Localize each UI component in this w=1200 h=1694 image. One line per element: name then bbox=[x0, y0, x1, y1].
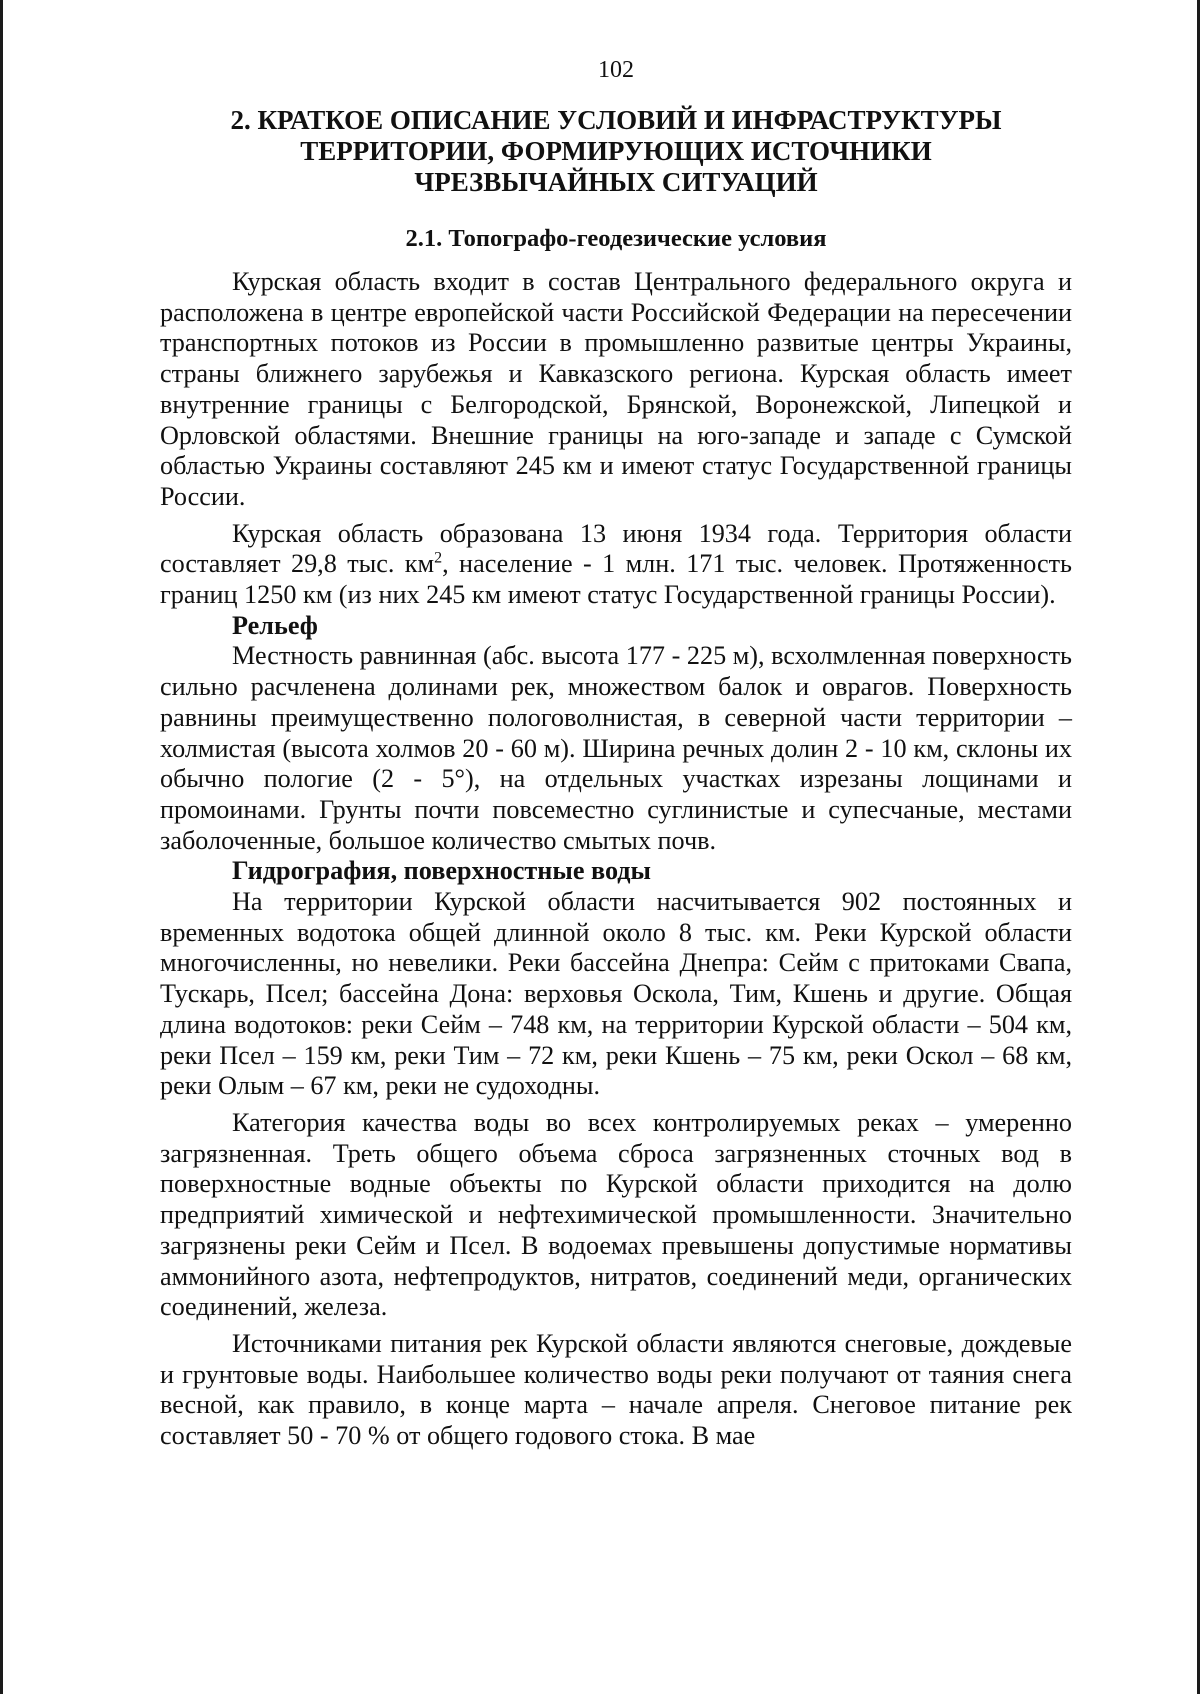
paragraph-rivers: На территории Курской области насчитывается 902 постоянных и временных водотока общей длинной около 8 тыс. км. Реки Курской области многочисленны, но невелики. Реки бассейна Днепра: Сейм с притоками Свапа, Тускарь, Псел; бассейна Дона: верховья Оскола, Тим, Кшень и другие. Общая длина водотоков: реки Сейм – 748 км, на территории Курской области – 504 км, реки Псел – 159 км, реки Тим – 72 км, реки Кшень – 75 км, реки Оскол – 68 км, реки Олым – 67 км, реки не судоходны. bbox=[160, 887, 1072, 1101]
section-title: 2.1. Топографо-геодезические условия bbox=[405, 225, 827, 252]
paragraph-location: Курская область входит в состав Центрального федерального округа и расположена в центре европейской части Российской Федерации на пересечении транспортных потоков из России в промышленно развитые центры Украины, страны ближнего зарубежья и Кавказского региона. Курская область имеет внутренние границы с Белгородской, Брянской, Воронежской, Липецкой и Орловской областями. Внешние границы на юго-западе и западе с Сумской областью Украины составляют 245 км и имеют статус Государственной границы России. bbox=[160, 267, 1072, 511]
document-page bbox=[160, 55, 1072, 1452]
chapter-title-line: ЧРЕЗВЫЧАЙНЫХ СИТУАЦИЙ bbox=[414, 167, 818, 197]
scan-border-left bbox=[0, 0, 3, 1694]
page-number: 102 bbox=[598, 57, 634, 83]
chapter-title bbox=[160, 105, 1072, 198]
territory-text-end: , население - 1 млн. 171 тыс. человек. Протяженность границ 1250 км (из них 245 км имеют статус Государственной границы России). bbox=[160, 549, 1072, 610]
superscript: 2 bbox=[434, 549, 443, 567]
chapter-title-line: 2. КРАТКОЕ ОПИСАНИЕ УСЛОВИЙ И ИНФРАСТРУКТУРЫ bbox=[230, 105, 1002, 135]
relief-heading: Рельеф bbox=[232, 610, 318, 640]
chapter-title-line: ТЕРРИТОРИИ, ФОРМИРУЮЩИХ ИСТОЧНИКИ bbox=[300, 136, 932, 166]
territory-text-start: Курская область образована 13 июня 1934 года. Территория области составляет 29,8 тыс. км bbox=[160, 518, 1072, 579]
paragraph-river-sources: Источниками питания рек Курской области являются снеговые, дождевые и грунтовые воды. Наибольшее количество воды реки получают от таяния снега весной, как правило, в конце марта – начале апреля. Снеговое питание рек составляет 50 - 70 % от общего годового стока. В мае bbox=[160, 1328, 1072, 1451]
paragraph-territory bbox=[160, 519, 1072, 611]
paragraph-relief: Местность равнинная (абс. высота 177 - 225 м), всхолмленная поверхность сильно расчленена долинами рек, множеством балок и оврагов. Поверхность равнины преимущественно пологоволнистая, в северной части территории – холмистая (высота холмов 20 - 60 м). Ширина речных долин 2 - 10 км, склоны их обычно пологие (2 - 5°), на отдельных участках изрезаны лощинами и промоинами. Грунты почти повсеместно суглинистые и супесчаные, местами заболоченные, большое количество смытых почв. bbox=[160, 641, 1072, 855]
paragraph-water-quality: Категория качества воды во всех контролируемых реках – умеренно загрязненная. Треть общего объема сброса загрязненных сточных вод в поверхностные водные объекты по Курской области приходится на долю предприятий химической и нефтехимической промышленности. Значительно загрязнены реки Сейм и Псел. В водоемах превышены допустимые нормативы аммонийного азота, нефтепродуктов, нитратов, соединений меди, органических соединений, железа. bbox=[160, 1107, 1072, 1322]
hydrography-heading: Гидрография, поверхностные воды bbox=[232, 856, 651, 886]
